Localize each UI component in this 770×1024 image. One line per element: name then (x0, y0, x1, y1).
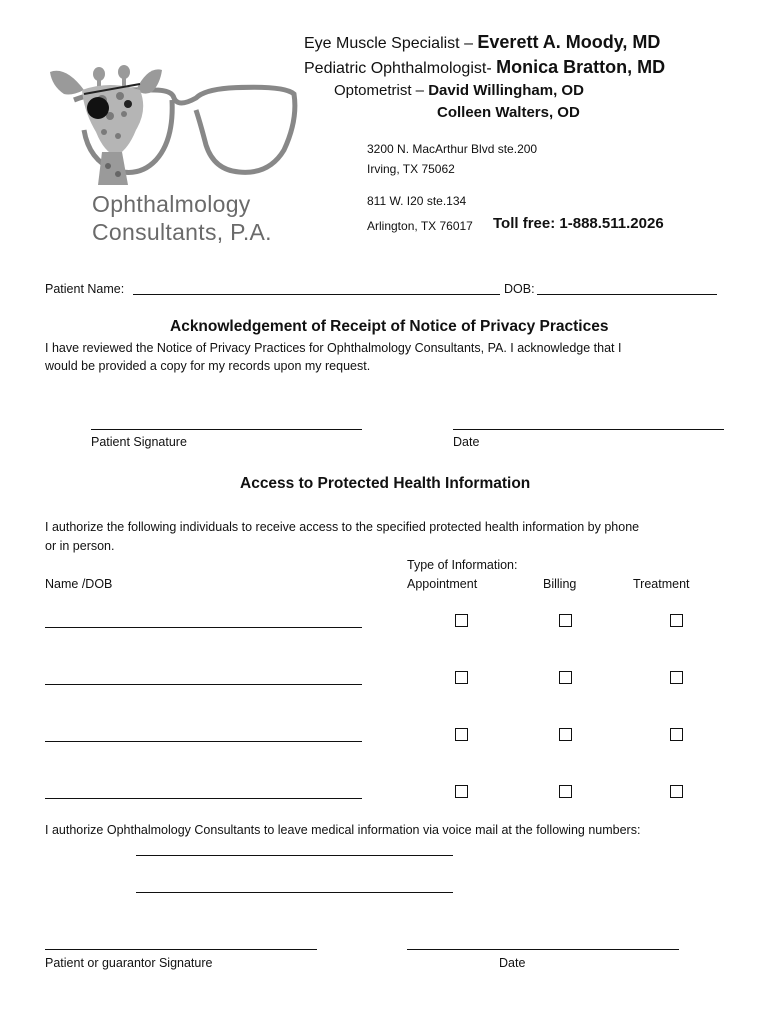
dob-field[interactable] (537, 294, 717, 295)
name-dob-label: Name /DOB (45, 577, 113, 591)
appointment-checkbox-4[interactable] (455, 785, 468, 798)
patient-signature-field[interactable] (91, 429, 362, 430)
treatment-checkbox-4[interactable] (670, 785, 683, 798)
authorized-name-field-2[interactable] (45, 684, 362, 685)
footer-date-label: Date (499, 956, 526, 970)
logo-text-line-2: Consultants, P.A. (92, 219, 272, 245)
appointment-checkbox-2[interactable] (455, 671, 468, 684)
acknowledgement-body-line-1: I have reviewed the Notice of Privacy Practices for Ophthalmology Consultants, PA. I acknowledge that I (45, 341, 622, 355)
acknowledgement-title: Acknowledgement of Receipt of Notice of Privacy Practices (170, 318, 609, 335)
header-line-1: Eye Muscle Specialist – Everett A. Moody, MD (304, 32, 661, 52)
authorized-name-field-1[interactable] (45, 627, 362, 628)
header-line-3: Optometrist – David Willingham, OD (334, 82, 584, 99)
logo-text-line-1: Ophthalmology (92, 191, 251, 217)
logo-giraffe-glasses (44, 60, 304, 185)
header-line-4: Colleen Walters, OD (437, 104, 580, 121)
access-title: Access to Protected Health Information (240, 475, 531, 492)
voicemail-authorization-text: I authorize Ophthalmology Consultants to leave medical information via voice mail at the following numbers: (45, 823, 641, 837)
voicemail-number-field-1[interactable] (136, 855, 453, 856)
dob-label: DOB: (504, 282, 535, 296)
address-arlington-street: 811 W. I20 ste.134 (367, 194, 467, 208)
patient-name-field[interactable] (133, 294, 500, 295)
patient-signature-label: Patient Signature (91, 435, 187, 449)
toll-free-number: Toll free: 1-888.511.2026 (493, 215, 664, 232)
type-of-information-label: Type of Information: (407, 558, 518, 572)
authorized-name-field-3[interactable] (45, 741, 362, 742)
address-arlington-city: Arlington, TX 76017 (367, 219, 473, 233)
acknowledgement-date-field[interactable] (453, 429, 724, 430)
column-appointment: Appointment (407, 577, 478, 591)
authorized-name-field-4[interactable] (45, 798, 362, 799)
acknowledgement-date-label: Date (453, 435, 480, 449)
header-line-2: Pediatric Ophthalmologist- Monica Bratton, MD (304, 57, 666, 77)
footer-date-field[interactable] (407, 949, 679, 950)
giraffe-icon (44, 60, 304, 185)
acknowledgement-body-line-2: would be provided a copy for my records upon my request. (45, 359, 371, 373)
column-billing: Billing (543, 577, 577, 591)
voicemail-number-field-2[interactable] (136, 892, 453, 893)
access-body-line-2: or in person. (45, 539, 115, 553)
access-body-line-1: I authorize the following individuals to receive access to the specified protected health information by phone (45, 520, 640, 534)
guarantor-signature-label: Patient or guarantor Signature (45, 956, 213, 970)
billing-checkbox-4[interactable] (559, 785, 572, 798)
treatment-checkbox-3[interactable] (670, 728, 683, 741)
address-irving-street: 3200 N. MacArthur Blvd ste.200 (367, 142, 538, 156)
patient-name-label: Patient Name: (45, 282, 125, 296)
address-irving-city: Irving, TX 75062 (367, 162, 455, 176)
treatment-checkbox-2[interactable] (670, 671, 683, 684)
appointment-checkbox-3[interactable] (455, 728, 468, 741)
billing-checkbox-3[interactable] (559, 728, 572, 741)
billing-checkbox-1[interactable] (559, 614, 572, 627)
column-treatment: Treatment (633, 577, 690, 591)
guarantor-signature-field[interactable] (45, 949, 317, 950)
treatment-checkbox-1[interactable] (670, 614, 683, 627)
billing-checkbox-2[interactable] (559, 671, 572, 684)
appointment-checkbox-1[interactable] (455, 614, 468, 627)
